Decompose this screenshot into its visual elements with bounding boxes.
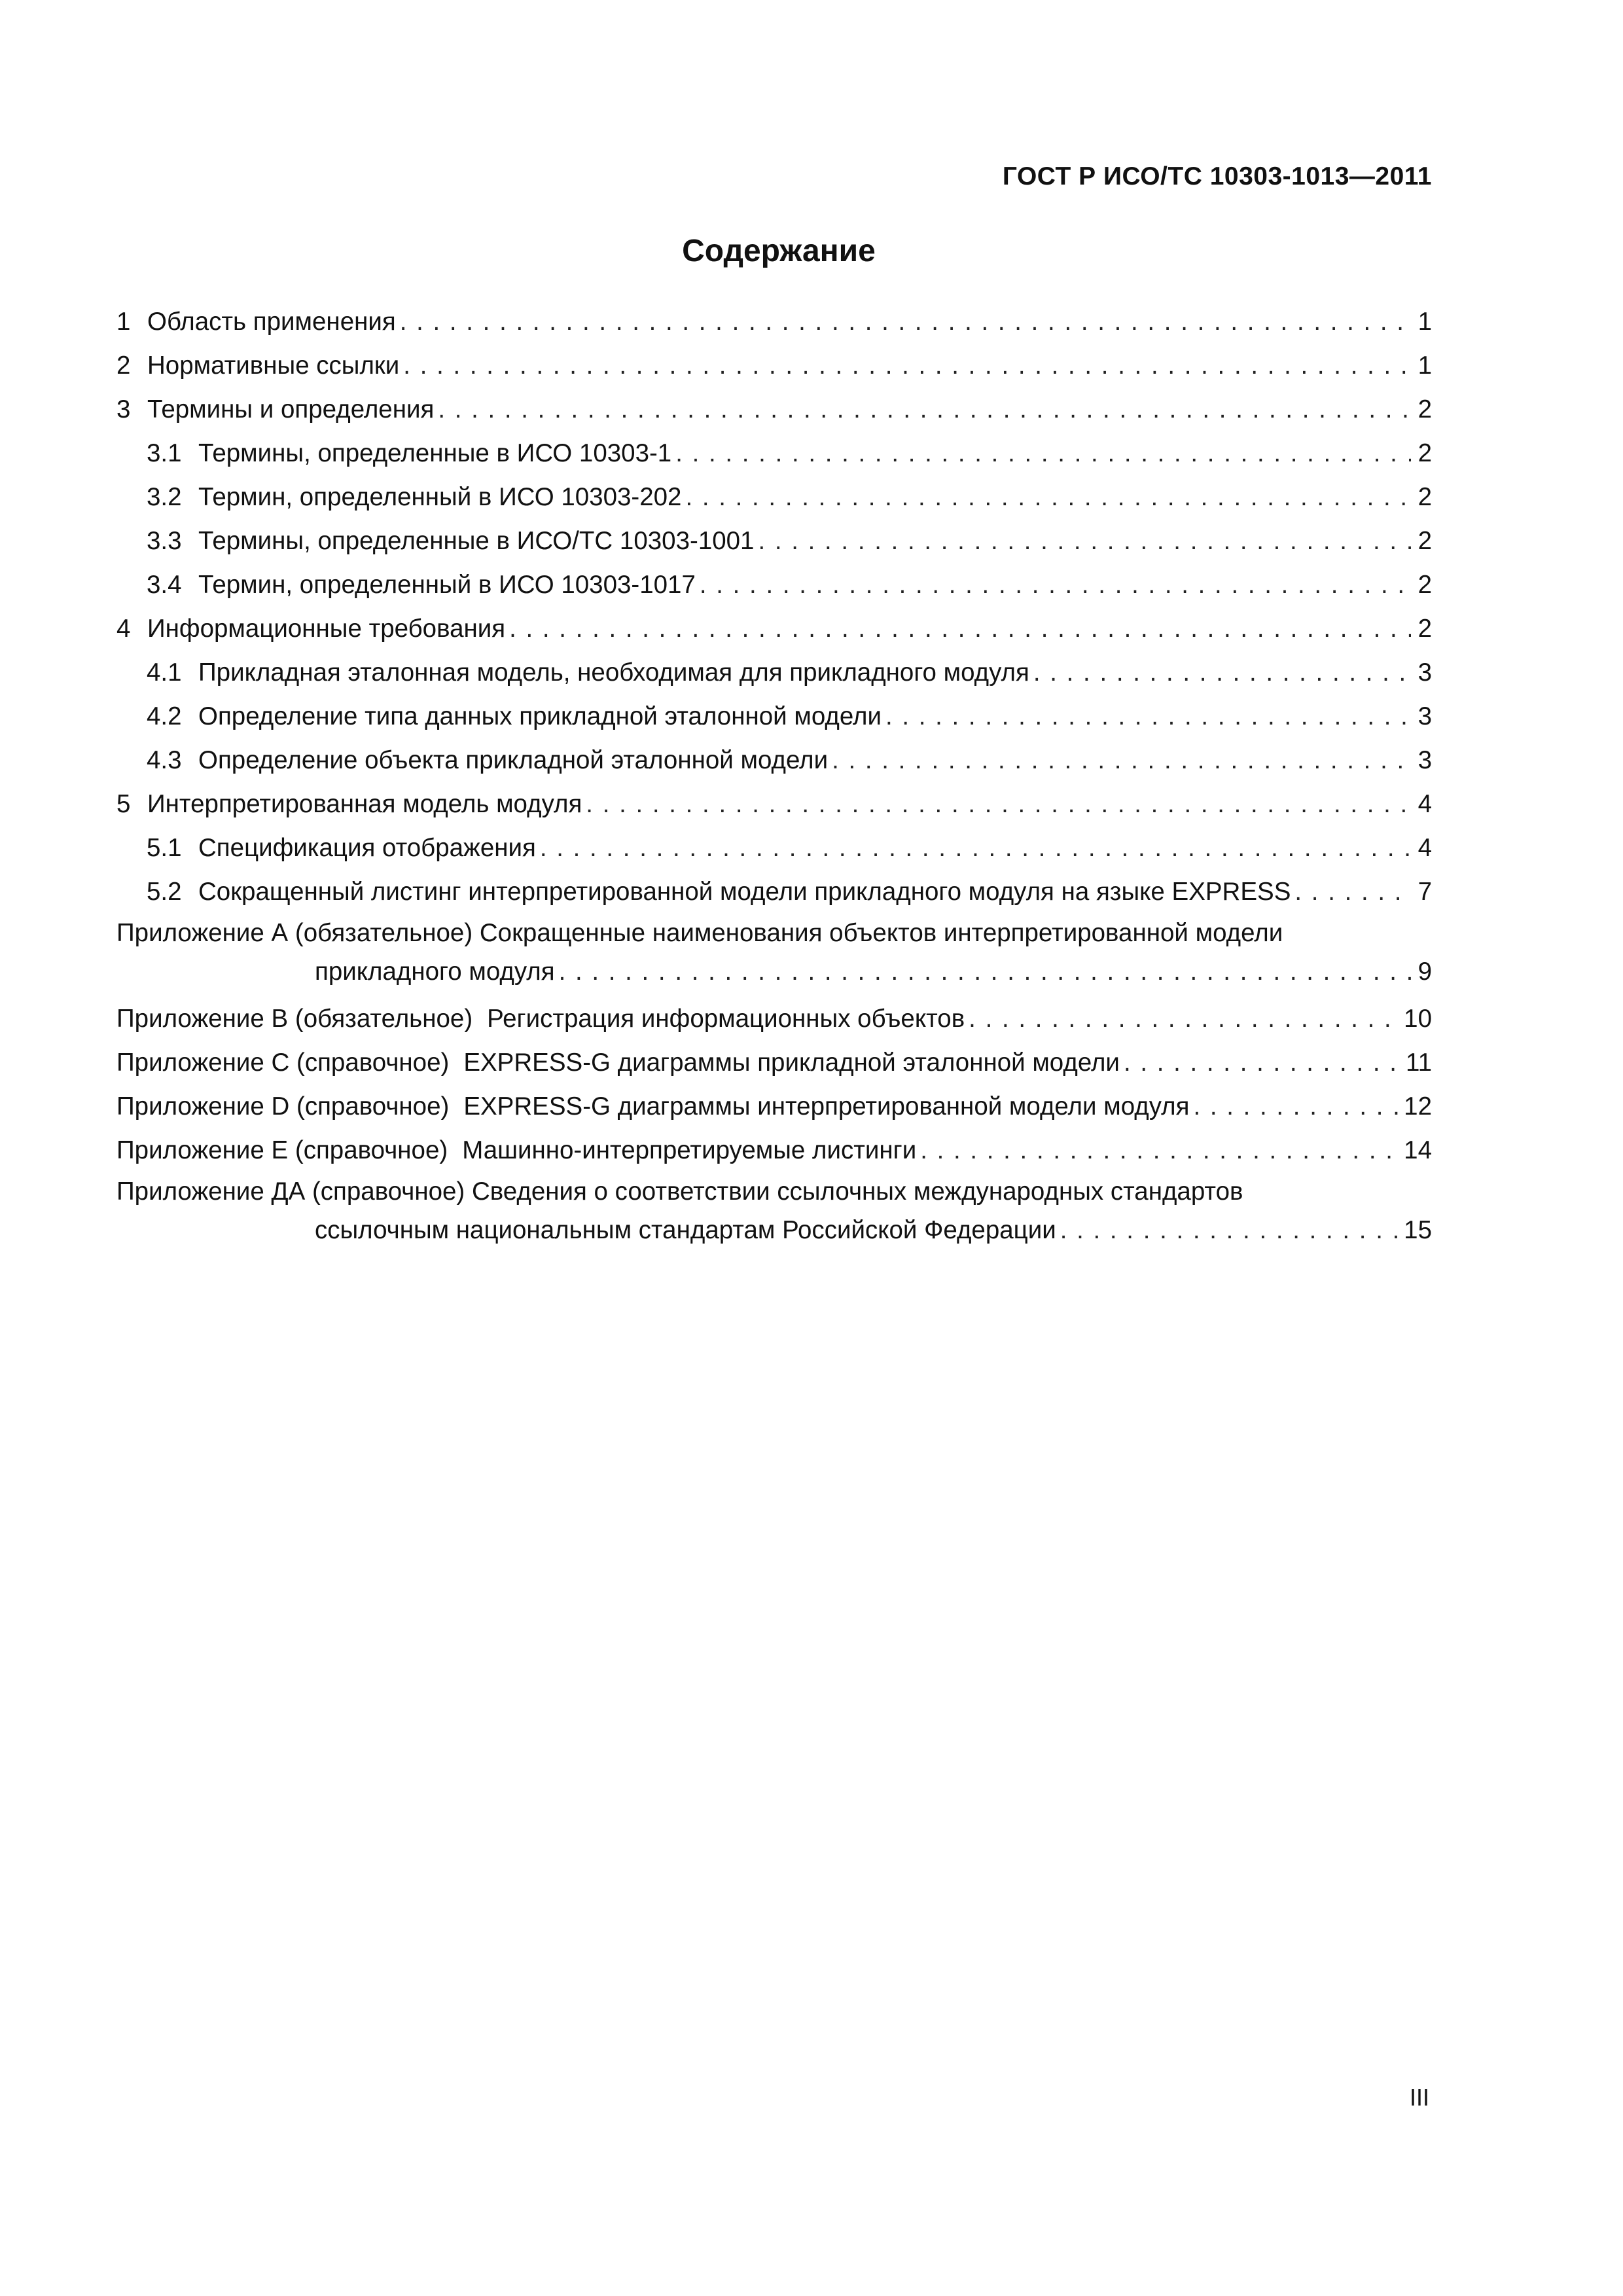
toc-item-number: 3.3 [147,527,182,555]
dot-leader [396,300,1411,344]
toc-item-5-1[interactable] [116,826,1432,870]
toc-item-title: Термины, определенные в ИСО/ТС 10303-1001 [198,527,755,555]
toc-item-number: 4.1 [147,658,182,687]
dot-leader [696,563,1411,607]
toc-item-title: Термин, определенный в ИСО 10303-1017 [198,571,696,599]
toc-item-number: 3.2 [147,483,182,511]
annex-title: EXPRESS-G диаграммы прикладной эталонной модели [463,1049,1120,1077]
toc-item-page: 2 [1418,615,1432,643]
dot-leader [1291,870,1411,914]
toc-item-page: 4 [1418,790,1432,818]
toc-item-page: 2 [1418,395,1432,423]
toc-item-5-2[interactable] [116,870,1432,914]
toc-item-title: Область применения [147,308,396,336]
toc-item-4-1[interactable] [116,651,1432,694]
dot-leader [828,738,1411,782]
annex-page: 10 [1404,1005,1432,1033]
dot-leader [965,997,1399,1041]
dot-leader [1056,1211,1399,1249]
toc-item-title: Информационные требования [147,615,506,643]
toc-item-page: 2 [1418,483,1432,511]
annex-title: Машинно-интерпретируемые листинги [462,1136,917,1164]
toc-item-4-2[interactable] [116,694,1432,738]
dot-leader [882,694,1411,738]
annex-title-line1: Сокращенные наименования объектов интерпретированной модели [479,919,1283,947]
toc-item-title: Определение типа данных прикладной эталонной модели [198,702,882,730]
toc-item-title: Определение объекта прикладной эталонной модели [198,746,829,774]
toc-item-page: 3 [1418,702,1432,730]
toc-item-page: 3 [1418,746,1432,774]
toc-item-page: 2 [1418,571,1432,599]
toc-item-number: 3 [116,395,131,423]
toc-item-number: 5 [116,790,131,818]
toc-item-title: Нормативные ссылки [147,351,400,380]
toc-item-title: Термин, определенный в ИСО 10303-202 [198,483,682,511]
toc-annex-c[interactable] [116,1041,1432,1085]
toc-item-3-1[interactable] [116,431,1432,475]
annex-label: Приложение А (обязательное) [116,919,473,947]
document-header-code: ГОСТ Р ИСО/ТС 10303-1013—2011 [1002,162,1432,190]
toc-item-page: 7 [1418,878,1432,906]
toc-item-2[interactable] [116,344,1432,387]
table-of-contents [116,300,1432,1255]
toc-item-title: Сокращенный листинг интерпретированной модели прикладного модуля на языке EXPRESS [198,878,1291,906]
annex-page: 15 [1404,1216,1432,1244]
toc-item-page: 4 [1418,834,1432,862]
page-number: III [1409,2084,1429,2111]
toc-item-page: 3 [1418,658,1432,687]
toc-item-page: 1 [1418,351,1432,380]
toc-item-3-3[interactable] [116,519,1432,563]
dot-leader [681,475,1411,519]
dot-leader [671,431,1411,475]
toc-item-4-3[interactable] [116,738,1432,782]
toc-item-3-2[interactable] [116,475,1432,519]
toc-item-number: 4 [116,615,131,643]
toc-annex-da[interactable] [116,1172,1432,1255]
toc-item-title: Термины и определения [147,395,435,423]
dot-leader [1120,1041,1400,1085]
toc-annex-a[interactable] [116,914,1432,997]
toc-item-title: Интерпретированная модель модуля [147,790,582,818]
toc-item-number: 3.4 [147,571,182,599]
toc-item-title: Прикладная эталонная модель, необходимая для прикладного модуля [198,658,1029,687]
annex-title: EXPRESS-G диаграммы интерпретированной модели модуля [463,1092,1190,1121]
toc-annex-d[interactable] [116,1085,1432,1128]
toc-item-3-4[interactable] [116,563,1432,607]
annex-page: 9 [1418,958,1432,986]
toc-item-number: 5.1 [147,834,182,862]
toc-annex-b[interactable] [116,997,1432,1041]
annex-label: Приложение D (справочное) [116,1092,450,1121]
toc-item-number: 2 [116,351,131,380]
toc-item-3[interactable] [116,387,1432,431]
dot-leader [916,1128,1399,1172]
annex-label: Приложение Е (справочное) [116,1136,448,1164]
dot-leader [505,607,1411,651]
toc-item-number: 4.2 [147,702,182,730]
toc-item-number: 1 [116,308,131,336]
toc-item-page: 2 [1418,439,1432,467]
toc-item-title: Спецификация отображения [198,834,536,862]
annex-title: Регистрация информационных объектов [487,1005,965,1033]
annex-page: 12 [1404,1092,1432,1121]
annex-label: Приложение С (справочное) [116,1049,450,1077]
annex-page: 14 [1404,1136,1432,1164]
dot-leader [399,344,1411,387]
annex-label: Приложение В (обязательное) [116,1005,473,1033]
annex-title-line2: прикладного модуля [315,958,555,986]
toc-item-number: 3.1 [147,439,182,467]
toc-item-1[interactable] [116,300,1432,344]
dot-leader [536,826,1411,870]
annex-label: Приложение ДА (справочное) [116,1177,465,1206]
dot-leader [754,519,1411,563]
annex-page: 11 [1406,1049,1432,1077]
toc-item-number: 4.3 [147,746,182,774]
dot-leader [1029,651,1411,694]
toc-item-title: Термины, определенные в ИСО 10303-1 [198,439,672,467]
dot-leader [434,387,1411,431]
dot-leader [1189,1085,1399,1128]
annex-title-line1: Сведения о соответствии ссылочных международных стандартов [471,1177,1243,1206]
dot-leader [582,782,1411,826]
toc-item-page: 1 [1418,308,1432,336]
dot-leader [555,953,1413,991]
toc-item-5[interactable] [116,782,1432,826]
toc-item-4[interactable] [116,607,1432,651]
toc-item-page: 2 [1418,527,1432,555]
toc-item-number: 5.2 [147,878,182,906]
annex-title-line2: ссылочным национальным стандартам Российской Федерации [315,1216,1056,1244]
toc-title: Содержание [682,234,876,268]
toc-annex-e[interactable] [116,1128,1432,1172]
